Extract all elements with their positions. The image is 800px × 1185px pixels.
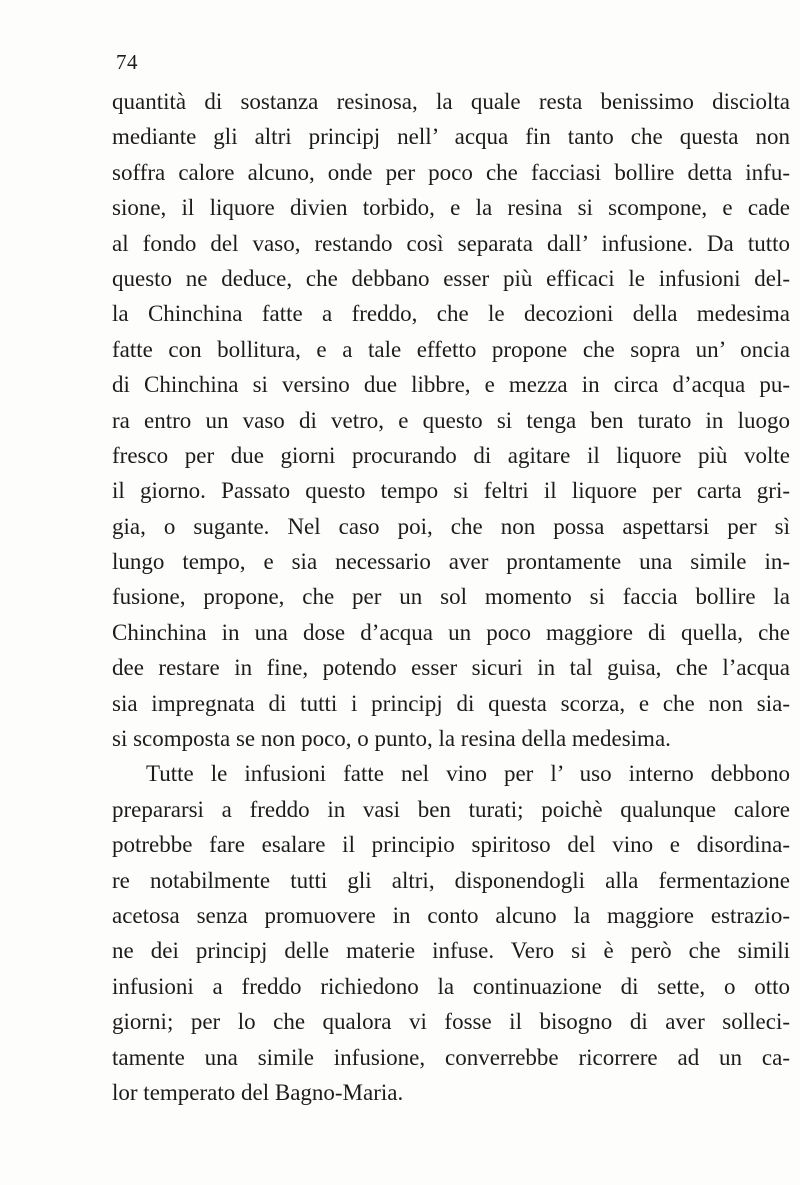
text-line: potrebbe fare esalare il principio spiritoso del vino e disordina- [112, 832, 790, 858]
text-line: sia impregnata di tutti i principj di questa scorza, e che non sia- [112, 690, 790, 716]
text-line: quantità di sostanza resinosa, la quale resta benissimo disciolta [112, 89, 790, 114]
text-line: soffra calore alcuno, onde per poco che facciasi bollire detta infu- [112, 159, 790, 185]
text-line: di Chinchina si versino due libbre, e mezza in circa d’acqua pu- [112, 372, 790, 398]
text-line: Chinchina in una dose d’acqua un poco maggiore di quella, che [112, 619, 790, 645]
text-line: il giorno. Passato questo tempo si feltri il liquore per carta gri- [112, 478, 790, 504]
text-line: prepararsi a freddo in vasi ben turati; poichè qualunque calore [112, 796, 790, 822]
text-line: dee restare in fine, potendo esser sicuri in tal guisa, che l’acqua [112, 655, 790, 681]
text-line: infusioni a freddo richiedono la continuazione di sette, o otto [112, 973, 790, 999]
text-line: sione, il liquore divien torbido, e la resina si scompone, e cade [112, 195, 790, 221]
text-line: al fondo del vaso, restando così separata dall’ infusione. Da tutto [112, 230, 790, 256]
text-line: fresco per due giorni procurando di agitare il liquore più volte [112, 442, 790, 468]
text-line: fusione, propone, che per un sol momento si faccia bollire la [112, 584, 790, 610]
text-line: mediante gli altri principj nell’ acqua fin tanto che questa non [112, 124, 790, 150]
text-line: si scomposta se non poco, o punto, la resina della medesima. [112, 726, 671, 752]
text-line: lor temperato del Bagno-Maria. [112, 1079, 404, 1105]
text-line: acetosa senza promuovere in conto alcuno la maggiore estrazio- [112, 902, 790, 928]
text-line: la Chinchina fatte a freddo, che le decozioni della medesima [112, 301, 790, 327]
text-line: questo ne deduce, che debbano esser più efficaci le infusioni del- [112, 265, 790, 291]
text-line: Tutte le infusioni fatte nel vino per l’ uso interno debbono [146, 761, 790, 787]
text-line: gia, o sugante. Nel caso poi, che non possa aspettarsi per sì [112, 513, 790, 539]
text-line: ne dei principj delle materie infuse. Vero si è però che simili [112, 938, 790, 964]
text-line: ra entro un vaso di vetro, e questo si tenga ben turato in luogo [112, 407, 790, 433]
text-line: re notabilmente tutti gli altri, disponendogli alla fermentazione [112, 867, 790, 893]
text-line: fatte con bollitura, e a tale effetto propone che sopra un’ oncia [112, 336, 790, 362]
body-text [112, 84, 792, 1110]
page-number: 74 [116, 50, 138, 74]
text-line: giorni; per lo che qualora vi fosse il bisogno di aver solleci- [112, 1009, 790, 1035]
text-line: lungo tempo, e sia necessario aver prontamente una simile in- [112, 549, 790, 575]
text-line: tamente una simile infusione, converrebbe ricorrere ad un ca- [112, 1044, 790, 1070]
